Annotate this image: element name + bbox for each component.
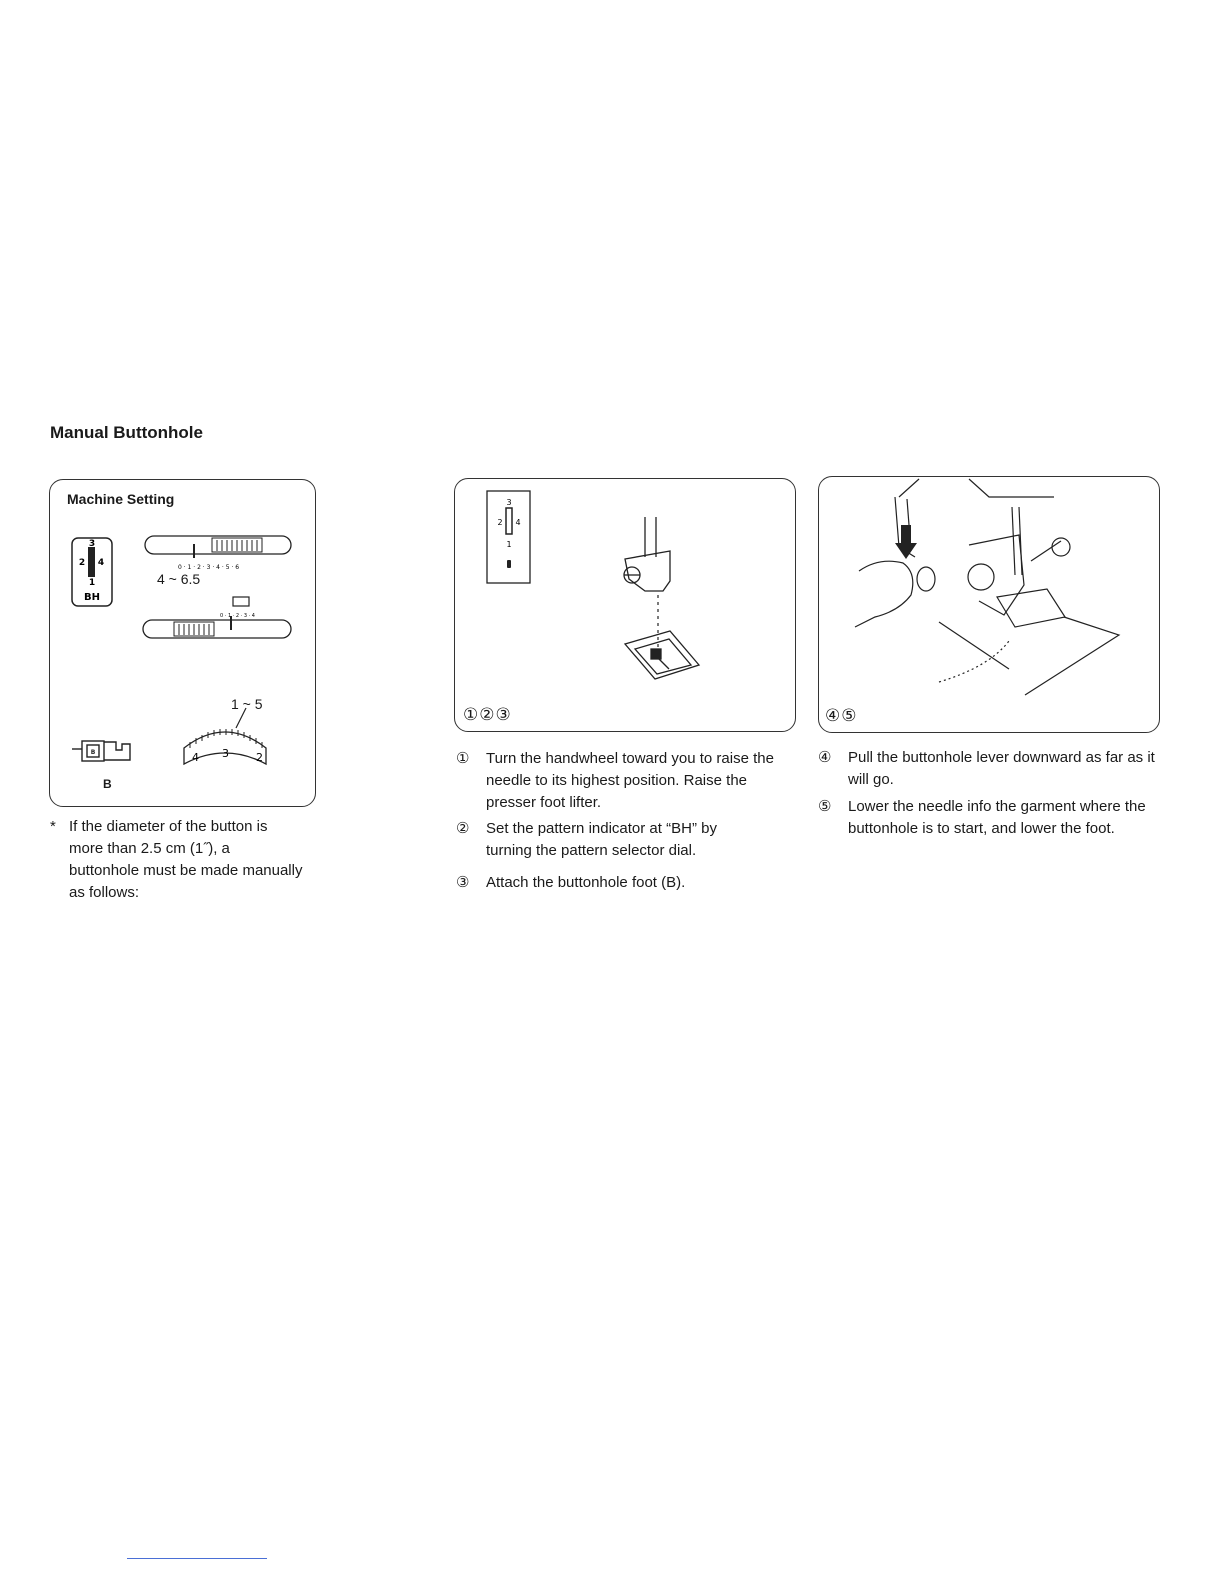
stitch-length-slider-icon <box>143 613 291 638</box>
step-refs-4-5: ④⑤ <box>825 706 858 725</box>
indicator-bottom-number: 1 <box>88 578 96 588</box>
step-5-text: Lower the needle info the garment where the buttonhole is to start, and lower the foot. <box>848 798 1146 837</box>
footer-link-underline <box>127 1558 267 1559</box>
step-4-number: ④ <box>818 749 832 766</box>
indicator-top-number: 3 <box>506 498 512 507</box>
indicator-left-number: 2 <box>497 518 503 527</box>
stitch-width-range: 4 ~ 6.5 <box>157 571 201 587</box>
note-asterisk: * <box>50 818 56 835</box>
step-1-number: ① <box>456 750 470 767</box>
tension-dial-right: 2 <box>256 751 263 764</box>
step-3-number: ③ <box>456 874 470 891</box>
machine-setting-title: Machine Setting <box>67 491 175 507</box>
indicator-mode-label: BH <box>84 592 100 603</box>
buttonhole-foot-b-icon <box>72 741 130 761</box>
stitch-length-marker-icon <box>233 597 249 606</box>
machine-setting-illustration <box>50 480 315 806</box>
machine-setting-panel <box>49 479 316 807</box>
step-1-text: Turn the handwheel toward you to raise the needle to its highest position. Raise the presser foot lifter. <box>486 750 774 811</box>
step-5-number: ⑤ <box>818 798 832 815</box>
foot-label: B <box>103 777 112 791</box>
step-2-text: Set the pattern indicator at “BH” by turning the pattern selector dial. <box>486 820 717 859</box>
step-1-3-illustration-panel <box>454 478 796 732</box>
stitch-length-scale: 0 · 1 · 2 · 3 · 4 <box>220 613 255 619</box>
step-3-text: Attach the buttonhole foot (B). <box>486 874 686 891</box>
stitch-width-slider-icon <box>145 536 291 571</box>
note-text: If the diameter of the button is more than 2.5 cm (1˝), a buttonhole must be made manually as follows: <box>69 818 303 901</box>
indicator-top-number: 3 <box>88 539 96 549</box>
tension-dial-left: 4 <box>192 751 199 764</box>
indicator-left-number: 2 <box>78 558 86 568</box>
page-title: Manual Buttonhole <box>50 423 203 442</box>
buttonhole-lever-illustration <box>819 477 1159 732</box>
presser-bar-icon <box>624 517 670 591</box>
step-2-number: ② <box>456 820 470 837</box>
tension-dial-icon <box>184 708 266 764</box>
indicator-bottom-number: 1 <box>506 540 512 549</box>
pattern-indicator-icon <box>72 538 112 606</box>
tension-dial-center: 3 <box>222 747 229 760</box>
tension-range: 1 ~ 5 <box>231 696 263 712</box>
step-4-text: Pull the buttonhole lever downward as far as it will go. <box>848 749 1155 788</box>
buttonhole-foot-icon <box>625 631 699 679</box>
step-refs-1-3: ①②③ <box>463 705 512 724</box>
needle-foot-illustration <box>455 479 795 731</box>
pattern-indicator-icon <box>487 491 530 583</box>
stitch-width-scale: 0 · 1 · 2 · 3 · 4 · 5 · 6 <box>178 564 240 571</box>
step-4-5-illustration-panel <box>818 476 1160 733</box>
indicator-right-number: 4 <box>515 518 521 527</box>
indicator-right-number: 4 <box>97 558 105 568</box>
foot-badge-letter: B <box>90 749 96 756</box>
